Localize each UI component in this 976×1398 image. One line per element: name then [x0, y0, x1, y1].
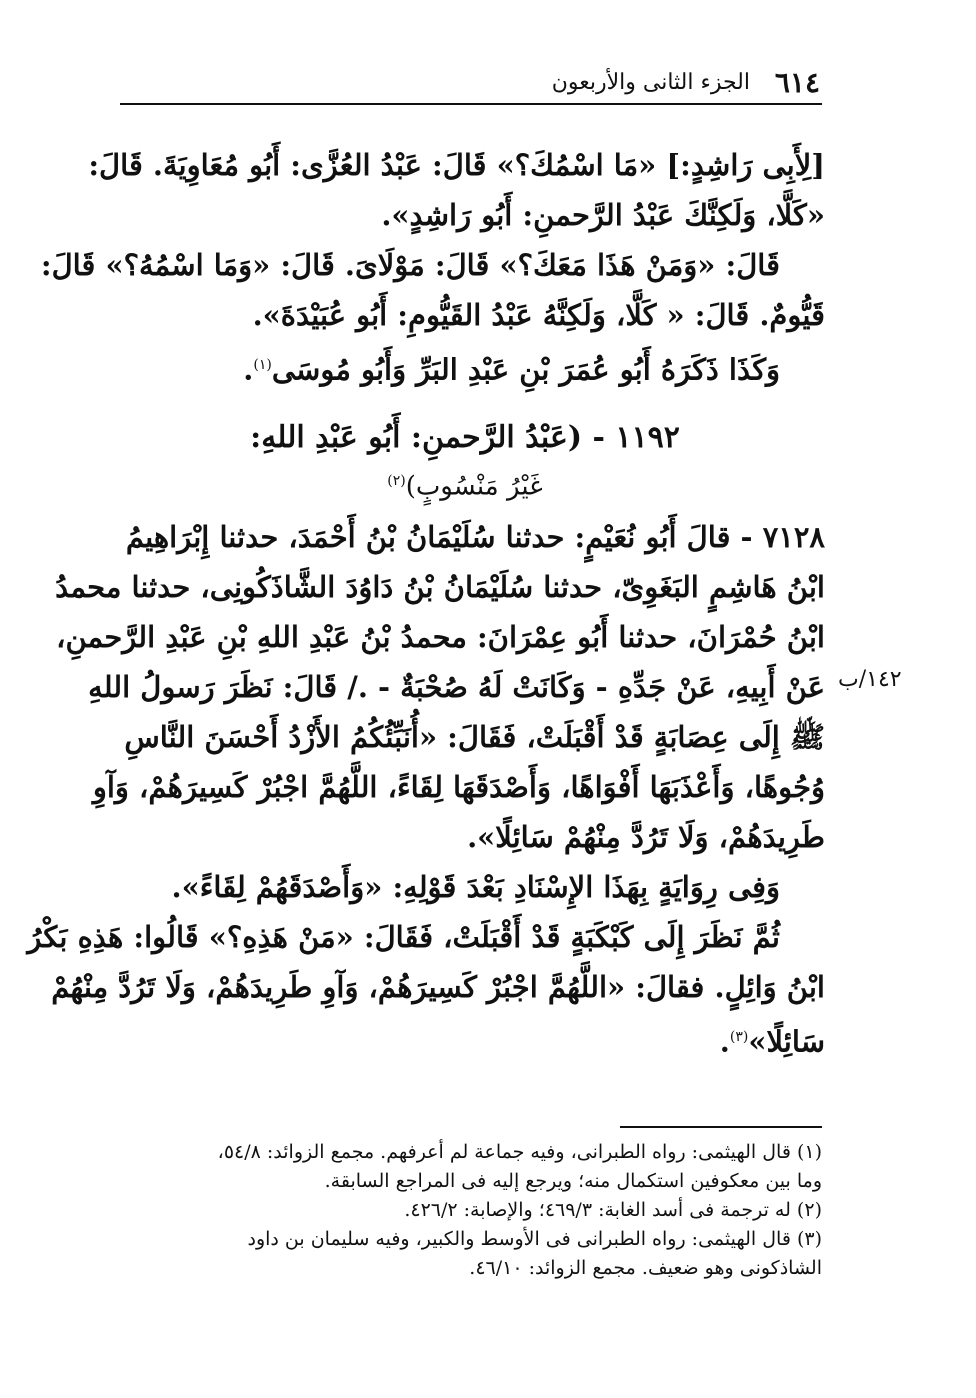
- footnote-line: (٢) له ترجمة فى أسد الغابة: ٤٦٩/٣؛ والإصابة: ٤٢٦/٢.: [404, 1199, 822, 1221]
- text-line-with-note: [105, 340, 825, 395]
- text-line: وَفِى رِوَايَةٍ بِهَذَا الإِسْنَادِ بَعْدَ قَوْلِهِ: «وَأَصْدَقَهُمْ لِقَاءً».: [171, 870, 780, 905]
- footnote-ref-3: (٣): [729, 1029, 749, 1046]
- text-line: «كَلَّا، وَلَكِنَّكَ عَبْدُ الرَّحمنِ: أَبُو رَاشِدٍ».: [381, 198, 825, 232]
- text-segment: وَكَذَا ذَكَرَهُ أَبُو عُمَرَ بْنِ عَبْدِ البَرِّ وَأَبُو مُوسَى: [271, 352, 780, 387]
- subheading-text: غَيْرُ مَنْسُوبٍ): [405, 471, 543, 502]
- footnote-line: (١) قال الهيثمى: رواه الطبرانى، وفيه جماعة لم أعرفهم. مجمع الزوائد: ٥٤/٨،: [217, 1141, 822, 1163]
- page-number: ٦١٤: [774, 66, 820, 99]
- marginal-folio-note: ١٤٢/ب: [838, 667, 902, 692]
- page-header: [120, 62, 820, 102]
- text-line: ابْنُ حُمْرَانَ، حدثنا أَبُو عِمْرَانَ: محمدُ بْنُ عَبْدِ اللهِ بْنِ عَبْدِ الرَّحمنِ،: [56, 620, 825, 655]
- text-segment: سَائِلًا»: [748, 1024, 825, 1059]
- text-line: قَالَ: «وَمَنْ هَذَا مَعَكَ؟» قَالَ: مَوْلَاىَ. قَالَ: «وَمَا اسْمُهُ؟» قَالَ:: [40, 248, 780, 282]
- text-line-with-note: [105, 1012, 825, 1067]
- main-text: [27, 140, 825, 1067]
- text-line: [لِأَبِى رَاشِدٍ:] «مَا اسْمُكَ؟» قَالَ: عَبْدُ العُزَّى: أَبُو مُعَاوِيَةَ. قَالَ:: [88, 148, 825, 182]
- text-line: ثُمَّ نَظَرَ إِلَى كَبْكَبَةٍ قَدْ أَقْبَلَتْ، فَقَالَ: «مَنْ هَذِهِ؟» قَالُوا: هَذِهِ بَكْرُ: [27, 920, 780, 955]
- entry-subheading: [105, 463, 825, 505]
- text-line: ابْنُ وَائِلٍ. فقالَ: «اللَّهُمَّ اجْبُرْ كَسِيرَهُمْ، وَآوِ طَرِيدَهُمْ، وَلَا تَرُدَّ مِنْهُمْ: [51, 970, 825, 1005]
- footnote-ref-1: (١): [253, 357, 272, 373]
- footnote-ref-2: (٢): [387, 472, 406, 489]
- period: .: [719, 1024, 730, 1059]
- text-line: قَيُّومٌ. قَالَ: « كَلَّا، وَلَكِنَّهُ عَبْدُ القَيُّومِ: أَبُو عُبَيْدَةَ».: [252, 298, 825, 332]
- period: .: [243, 352, 254, 387]
- entry-heading: ١١٩٢ - (عَبْدُ الرَّحمنِ: أَبُو عَبْدِ اللهِ:: [250, 419, 680, 455]
- text-line: ابْنُ هَاشِمٍ البَغَوِىّ، حدثنا سُلَيْمَانُ بْنُ دَاوُدَ الشَّاذَكُونِى، حدثنا محمدُ: [55, 570, 825, 605]
- header-rule: [120, 103, 822, 105]
- footnote-rule: [620, 1126, 822, 1128]
- footnotes: [92, 1138, 822, 1283]
- footnote-line: الشاذكونى وهو ضعيف. مجمع الزوائد: ٤٦/١٠.: [469, 1257, 822, 1279]
- footnote-line: (٣) قال الهيثمى: رواه الطبرانى فى الأوسط والكبير، وفيه سليمان بن داود: [247, 1228, 822, 1250]
- text-line: ﷺ إِلَى عِصَابَةٍ قَدْ أَقْبَلَتْ، فَقَالَ: «أُنَبِّئُكُمُ الأَزْدُ أَحْسَنَ النَّاسِ: [124, 720, 825, 755]
- running-head: الجزء الثانى والأربعون: [551, 70, 750, 95]
- text-line: طَرِيدَهُمْ، وَلَا تَرُدَّ مِنْهُمْ سَائِلًا».: [467, 820, 825, 855]
- text-line: ٧١٢٨ - قالَ أَبُو نُعَيْمٍ: حدثنا سُلَيْمَانُ بْنُ أَحْمَدَ، حدثنا إِبْرَاهِيمُ: [125, 520, 825, 555]
- footnote-line: وما بين معكوفين استكمال منه؛ ويرجع إليه فى المراجع السابقة.: [324, 1170, 822, 1192]
- text-line: وُجُوهًا، وَأَعْذَبَهَا أَفْوَاهًا، وَأَصْدَقَهَا لِقَاءً، اللَّهُمَّ اجْبُرْ كَسِيرَهُمْ، وَآوِ: [92, 770, 825, 805]
- text-line: عَنْ أَبِيهِ، عَنْ جَدِّهِ - وَكَانَتْ لَهُ صُحْبَةٌ - ./ قَالَ: نَظَرَ رَسولُ اللهِ: [88, 670, 825, 705]
